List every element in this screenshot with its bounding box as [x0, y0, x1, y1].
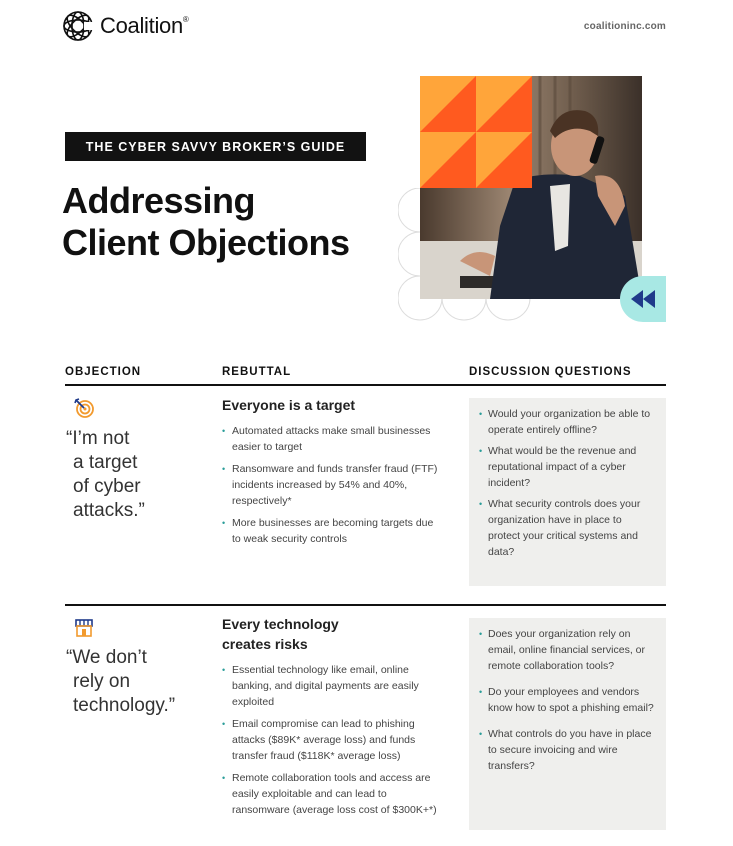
column-header-objection: OBJECTION	[65, 366, 142, 378]
rebuttal-block-1	[222, 395, 442, 553]
column-header-questions: DISCUSSION QUESTIONS	[469, 366, 632, 378]
rewind-badge	[620, 276, 666, 322]
coalition-logo-icon	[62, 10, 94, 42]
row-divider	[65, 604, 666, 606]
geometric-shape-icon	[420, 76, 532, 188]
rebuttal-point: • More businesses are becoming targets due to weak security controls	[222, 515, 442, 547]
rebuttal-title-2: Every technology creates risks	[222, 616, 339, 652]
site-url[interactable]: coalitioninc.com	[583, 21, 666, 32]
rewind-icon	[630, 289, 656, 309]
hero-image-group	[398, 76, 666, 322]
brand-name: Coalition®	[100, 13, 189, 38]
rebuttal-point: • Automated attacks make small businesses easier to target	[222, 423, 442, 455]
rebuttal-block-2	[222, 614, 442, 824]
rebuttal-title-1: Everyone is a target	[222, 397, 356, 413]
header-divider	[65, 384, 666, 386]
objection-quote-1: “I’m not a target of cyber attacks.”	[66, 428, 145, 521]
question-item: • What would be the revenue and reputational impact of a cyber incident?	[479, 443, 654, 491]
questions-panel-2	[469, 618, 666, 830]
brand-logo[interactable]	[62, 10, 189, 42]
hero-photo	[420, 76, 642, 299]
rebuttal-point: • Ransomware and funds transfer fraud (FTF) incidents increased by 54% and 40%, respectively*	[222, 461, 442, 509]
target-icon	[73, 397, 93, 417]
rebuttal-point: • Email compromise can lead to phishing attacks ($89K* average loss) and funds transfer fraud ($118K* average loss)	[222, 716, 442, 764]
questions-panel-1	[469, 398, 666, 586]
question-item: • What controls do you have in place to secure invoicing and wire transfers?	[479, 726, 654, 774]
question-item: • Would your organization be able to operate entirely offline?	[479, 406, 654, 438]
column-header-rebuttal: REBUTTAL	[222, 366, 292, 378]
rebuttal-point: • Remote collaboration tools and access are easily exploitable and can lead to ransomware (average loss cost of $300K+*)	[222, 770, 442, 818]
guide-tag: THE CYBER SAVVY BROKER’S GUIDE	[65, 132, 366, 161]
question-item: • What security controls does your organization have in place to protect your critical systems and data?	[479, 496, 654, 560]
page-title: Addressing Client Objections	[62, 180, 350, 263]
question-item: • Do your employees and vendors know how to spot a phishing email?	[479, 684, 654, 716]
storefront-icon	[73, 617, 93, 637]
objection-quote-2: “We don’t rely on technology.”	[66, 647, 176, 716]
rebuttal-point: • Essential technology like email, online banking, and digital payments are easily exploited	[222, 662, 442, 710]
question-item: • Does your organization rely on email, online financial services, or remote collaboration tools?	[479, 626, 654, 674]
